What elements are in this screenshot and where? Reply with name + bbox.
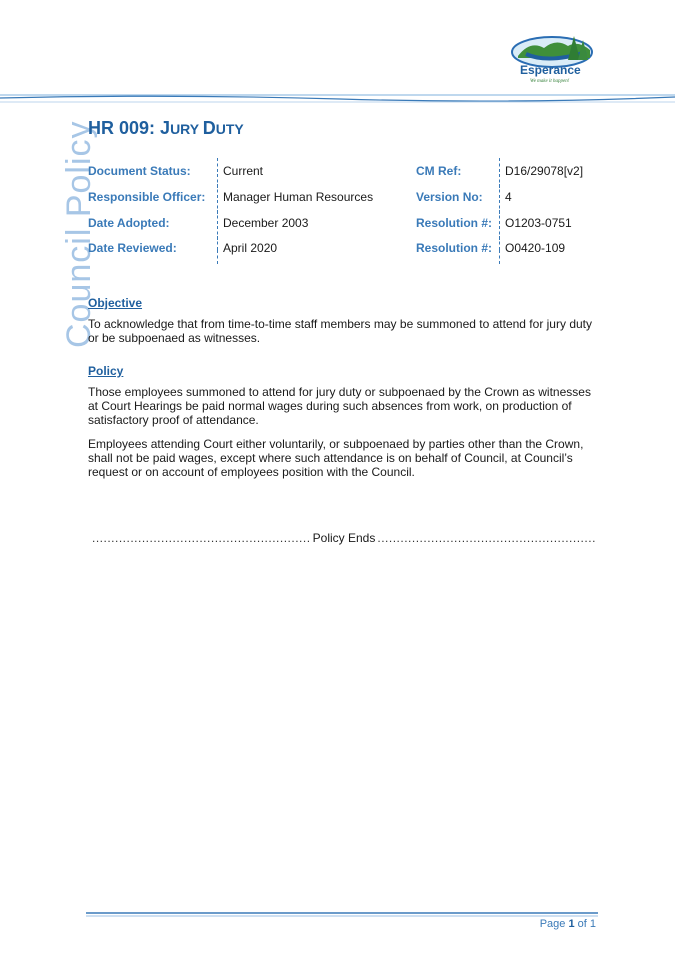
page-current: 1	[568, 918, 575, 930]
column-divider	[499, 250, 500, 264]
side-label: Council Policy	[60, 120, 98, 348]
page-number	[540, 918, 596, 930]
column-divider	[499, 236, 500, 250]
responsible-officer-value: Manager Human Resources	[223, 190, 374, 204]
policy-paragraph-2: Employees attending Court either voluntarily, or subpoenaed by parties other than the Crown, shall not be paid wages, except where such attendance is on behalf of Council, at Council’s request or on account of employees position with the Council.	[88, 437, 584, 479]
resolution-1-label: Resolution #:	[416, 216, 493, 230]
resolution-1-value: O1203-0751	[505, 216, 572, 230]
column-divider	[217, 158, 218, 172]
title-name-second: D	[202, 118, 216, 138]
column-divider	[217, 250, 218, 264]
responsible-officer-label: Responsible Officer:	[88, 190, 206, 204]
document-status-label: Document Status:	[88, 164, 191, 178]
title-name-first: J	[160, 118, 171, 138]
column-divider	[217, 236, 218, 250]
cm-ref-value: D16/29078[v2]	[505, 164, 584, 178]
resolution-2-label: Resolution #:	[416, 241, 493, 255]
logo-tagline: We make it happen!	[530, 79, 570, 84]
policy-ends-line	[92, 531, 596, 545]
page-total: 1	[589, 918, 596, 930]
dot-leader	[92, 531, 311, 545]
page-title	[88, 118, 244, 139]
date-adopted-value: December 2003	[223, 216, 309, 230]
column-divider	[499, 184, 500, 198]
version-value: 4	[505, 190, 512, 204]
cm-ref-label: CM Ref:	[416, 164, 462, 178]
dot-leader	[377, 531, 596, 545]
header-divider	[0, 92, 675, 104]
column-divider	[217, 184, 218, 198]
policy-heading: Policy	[88, 364, 124, 378]
column-divider	[499, 210, 500, 224]
column-divider	[499, 158, 500, 172]
title-code: HR 009:	[88, 118, 156, 138]
title-name-rest2: UTY	[215, 121, 244, 137]
esperance-logo	[508, 30, 600, 86]
page-prefix: Page	[539, 918, 569, 930]
date-reviewed-label: Date Reviewed:	[88, 241, 177, 255]
version-label: Version No:	[416, 190, 483, 204]
date-reviewed-value: April 2020	[223, 241, 278, 255]
title-name-rest1: URY	[170, 121, 203, 137]
resolution-2-value: O0420-109	[505, 241, 566, 255]
date-adopted-label: Date Adopted:	[88, 216, 170, 230]
footer-divider	[86, 912, 598, 918]
policy-paragraph-1: Those employees summoned to attend for jury duty or subpoenaed by the Crown as witnesses at Court Hearings be paid normal wages during such absences from work, on production of satisfactory proof of attendance.	[88, 385, 591, 427]
logo-name: Esperance	[520, 63, 581, 77]
document-status-value: Current	[223, 164, 264, 178]
policy-ends-label: Policy Ends	[312, 531, 376, 545]
objective-text: To acknowledge that from time-to-time staff members may be summoned to attend for jury duty or be subpoenaed as witnesses.	[88, 317, 592, 345]
objective-heading: Objective	[88, 296, 143, 310]
page-sep: of	[574, 918, 590, 930]
column-divider	[217, 210, 218, 224]
